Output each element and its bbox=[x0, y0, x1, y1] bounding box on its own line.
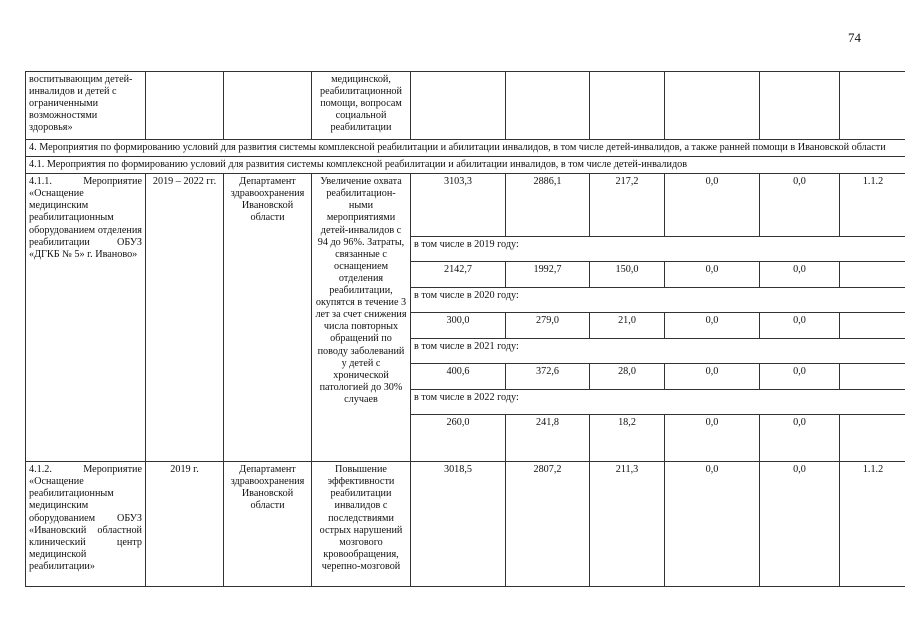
measure-412-result: Повышение эффективности реабилитации инвалидов с последствиями острых нарушений мозгового кровообращения, черепно-мозговой bbox=[312, 462, 411, 587]
value-cell: 0,0 bbox=[760, 174, 840, 237]
top-row-name: воспитывающим детей-инвалидов и детей с ограниченными возможностями здоровья» bbox=[26, 72, 146, 140]
value-cell: 0,0 bbox=[665, 174, 760, 237]
empty-cell bbox=[665, 72, 760, 140]
value-cell: 300,0 bbox=[411, 313, 506, 339]
empty-cell bbox=[146, 72, 224, 140]
value-cell: 372,6 bbox=[506, 364, 590, 390]
measure-412-executor: Департамент здравоохранения Ивановской области bbox=[224, 462, 312, 587]
value-cell: 260,0 bbox=[411, 415, 506, 462]
top-row-result: медицинской, реабилитационной помощи, вопросам социальной реабилитации bbox=[312, 72, 411, 140]
year-label: в том числе в 2019 году: bbox=[411, 237, 905, 262]
measure-411-result: Увеличение охвата реабилитацион-ными мероприятиями детей-инвалидов с 94 до 96%. Затраты, связанные с оснащением отделения реабилитации, окупятся в течение 3 лет за счет снижения числа повторных обращений по поводу заболеваний у детей с хронической патологией до 30% случаев bbox=[312, 174, 411, 462]
value-cell: 2886,1 bbox=[506, 174, 590, 237]
section-4-title: 4. Мероприятия по формированию условий для развития системы комплексной реабилитации и абилитации инвалидов, в том числе детей-инвалидов, а также ранней помощи в Ивановской области bbox=[26, 140, 905, 157]
value-cell: 0,0 bbox=[665, 262, 760, 288]
value-cell: 18,2 bbox=[590, 415, 665, 462]
value-cell: 0,0 bbox=[665, 415, 760, 462]
value-cell: 1992,7 bbox=[506, 262, 590, 288]
value-cell: 0,0 bbox=[665, 313, 760, 339]
code-cell: 1.1.2 bbox=[840, 462, 905, 587]
empty-cell bbox=[840, 72, 905, 140]
measure-412-period: 2019 г. bbox=[146, 462, 224, 587]
value-cell: 3018,5 bbox=[411, 462, 506, 587]
page-number: 74 bbox=[848, 30, 861, 45]
year-label: в том числе в 2020 году: bbox=[411, 288, 905, 313]
value-cell: 3103,3 bbox=[411, 174, 506, 237]
value-cell: 2142,7 bbox=[411, 262, 506, 288]
value-cell: 241,8 bbox=[506, 415, 590, 462]
top-continuation-row bbox=[26, 72, 905, 140]
value-cell: 211,3 bbox=[590, 462, 665, 587]
value-cell: 217,2 bbox=[590, 174, 665, 237]
empty-cell bbox=[760, 72, 840, 140]
value-cell: 28,0 bbox=[590, 364, 665, 390]
section-41-row bbox=[26, 157, 905, 174]
value-cell: 279,0 bbox=[506, 313, 590, 339]
value-cell: 2807,2 bbox=[506, 462, 590, 587]
code-cell: 1.1.2 bbox=[840, 174, 905, 237]
empty-cell bbox=[840, 415, 905, 462]
measure-411-period: 2019 – 2022 гг. bbox=[146, 174, 224, 462]
measure-412-name: 4.1.2. Мероприятие «Оснащение реабилитационным медицинским оборудованием ОБУЗ «Ивановский областной клинический центр медицинской реабилитации» bbox=[26, 462, 146, 587]
year-label: в том числе в 2021 году: bbox=[411, 339, 905, 364]
empty-cell bbox=[224, 72, 312, 140]
empty-cell bbox=[840, 313, 905, 339]
value-cell: 0,0 bbox=[665, 364, 760, 390]
section-4-row bbox=[26, 140, 905, 157]
empty-cell bbox=[411, 72, 506, 140]
measure-411-total-row bbox=[26, 174, 905, 237]
value-cell: 21,0 bbox=[590, 313, 665, 339]
year-label: в том числе в 2022 году: bbox=[411, 390, 905, 415]
value-cell: 0,0 bbox=[760, 364, 840, 390]
empty-cell bbox=[840, 262, 905, 288]
empty-cell bbox=[840, 364, 905, 390]
program-table bbox=[25, 71, 905, 587]
empty-cell bbox=[590, 72, 665, 140]
measure-411-executor: Департамент здравоохранения Ивановской области bbox=[224, 174, 312, 462]
empty-cell bbox=[506, 72, 590, 140]
measure-411-name: 4.1.1. Мероприятие «Оснащение медицинским реабилитационным оборудованием отделения реабилитации ОБУЗ «ДГКБ № 5» г. Иваново» bbox=[26, 174, 146, 462]
measure-412-row bbox=[26, 462, 905, 587]
value-cell: 0,0 bbox=[760, 462, 840, 587]
value-cell: 0,0 bbox=[665, 462, 760, 587]
value-cell: 150,0 bbox=[590, 262, 665, 288]
value-cell: 0,0 bbox=[760, 313, 840, 339]
value-cell: 0,0 bbox=[760, 262, 840, 288]
section-41-title: 4.1. Мероприятия по формированию условий для развития системы комплексной реабилитации и абилитации инвалидов, в том числе детей-инвалидов bbox=[26, 157, 905, 174]
value-cell: 400,6 bbox=[411, 364, 506, 390]
value-cell: 0,0 bbox=[760, 415, 840, 462]
